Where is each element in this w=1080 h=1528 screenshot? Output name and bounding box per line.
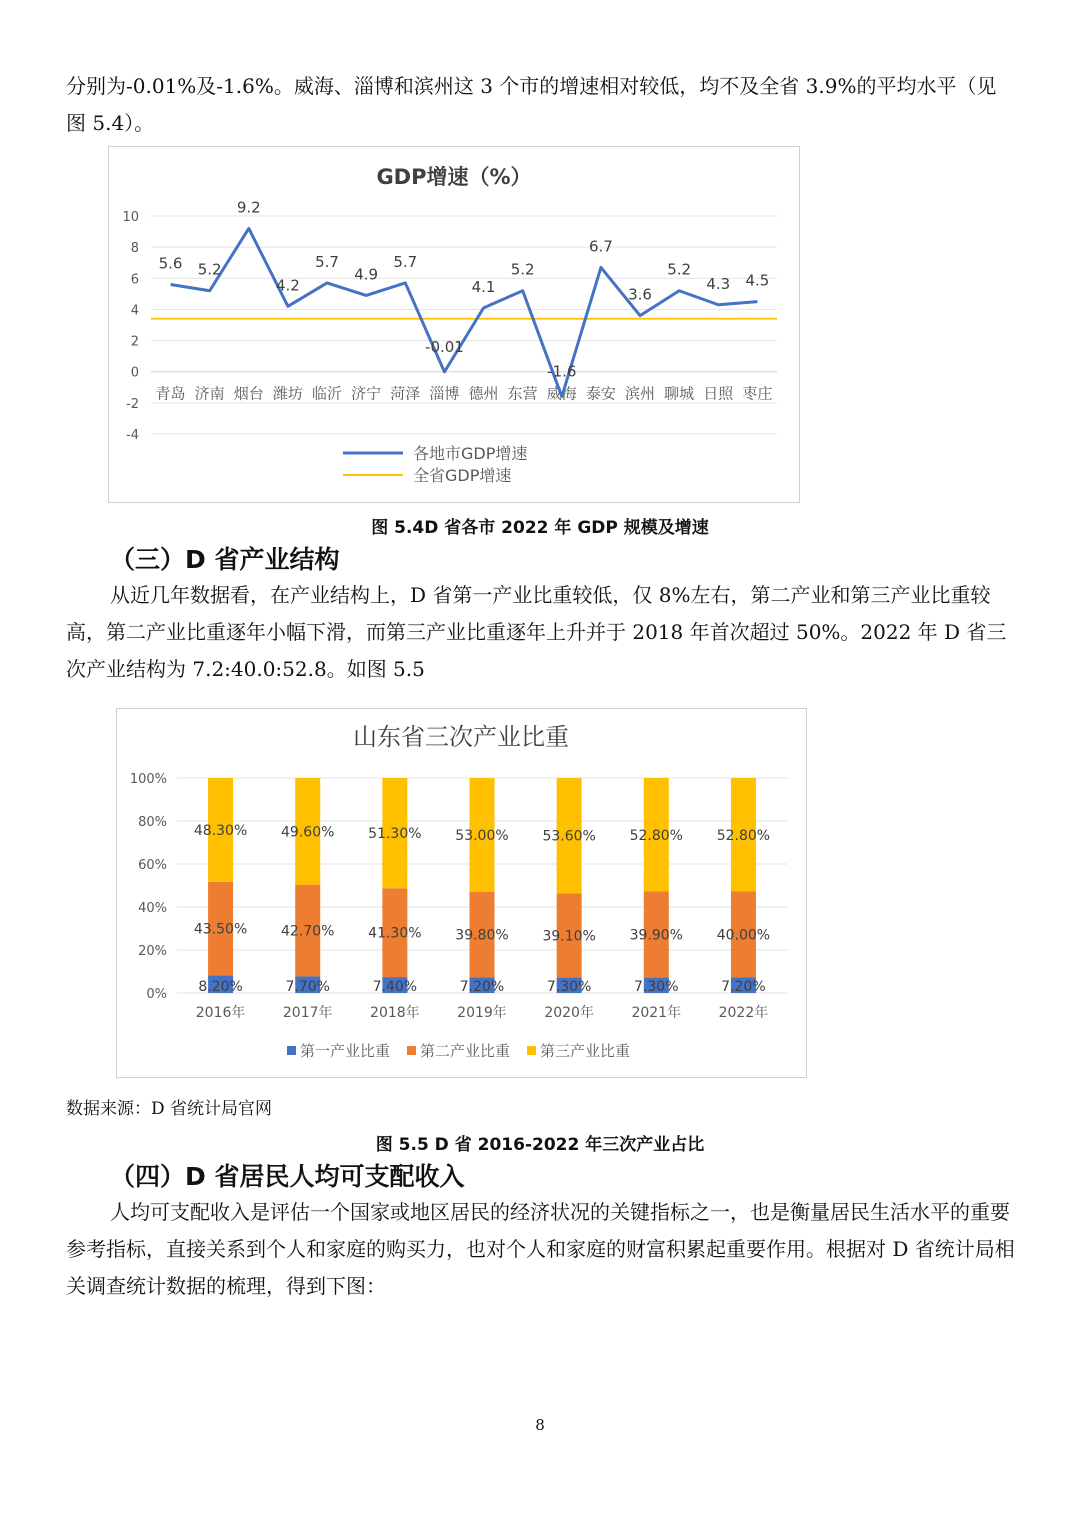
x-tick-label: 聊城 [664, 384, 695, 403]
legend-label: 第二产业比重 [420, 1042, 511, 1060]
x-tick-label: 2021年 [631, 1005, 682, 1021]
legend-label: 各地市GDP增速 [413, 444, 528, 463]
data-label: 8.20% [198, 979, 243, 995]
data-label: 5.2 [510, 260, 535, 279]
x-tick-label: 德州 [468, 384, 499, 403]
data-label: 5.2 [197, 260, 222, 279]
x-tick-label: 济宁 [351, 384, 382, 403]
x-tick-label: 2019年 [457, 1005, 507, 1021]
data-label: 52.80% [716, 827, 771, 844]
y-tick-label: 100% [129, 772, 167, 787]
y-tick-label: 40% [138, 901, 167, 916]
figure-caption-5-4: 图 5.4D 省各市 2022 年 GDP 规模及增速 [371, 518, 709, 538]
section-heading-3: （三）D 省产业结构 [110, 545, 340, 574]
data-label: 41.30% [368, 925, 422, 942]
x-tick-label: 2020年 [544, 1005, 594, 1021]
x-tick-label: 2016年 [195, 1005, 246, 1021]
data-label: 7.30% [634, 979, 679, 995]
gdp-growth-line-chart [109, 147, 799, 502]
y-tick-label: 2 [130, 334, 139, 350]
data-label: 9.2 [236, 198, 261, 217]
y-tick-label: 80% [138, 815, 167, 830]
data-label: 5.7 [393, 252, 418, 271]
x-tick-label: 日照 [703, 384, 734, 403]
legend-swatch [287, 1046, 296, 1055]
gdp-growth-chart-frame [108, 146, 800, 503]
data-label: 39.10% [542, 928, 596, 945]
chart-title: GDP增速（%） [376, 165, 532, 189]
data-label: 6.7 [589, 237, 613, 256]
data-source-note: 数据来源：D 省统计局官网 [66, 1099, 273, 1119]
x-tick-label: 枣庄 [742, 384, 773, 403]
page-number: 8 [535, 1416, 545, 1434]
x-tick-label: 临沂 [312, 384, 343, 403]
legend-label: 第一产业比重 [300, 1042, 391, 1060]
industry-structure-chart-frame [116, 708, 807, 1078]
data-label: 4.2 [276, 276, 300, 295]
data-label: 53.00% [455, 827, 509, 844]
x-tick-label: 2018年 [370, 1005, 420, 1021]
data-label: 5.2 [667, 260, 692, 279]
data-label: 42.70% [281, 923, 335, 940]
y-tick-label: 10 [122, 210, 139, 225]
x-tick-label: 威海 [546, 384, 577, 403]
figure-caption-5-5: 图 5.5 D 省 2016-2022 年三次产业占比 [375, 1135, 705, 1155]
data-label: 39.80% [455, 927, 509, 944]
y-tick-label: 8 [130, 241, 139, 257]
data-label: 48.30% [193, 822, 248, 839]
x-tick-label: 淄博 [429, 384, 460, 403]
data-label: 51.30% [368, 826, 422, 843]
x-tick-label: 烟台 [233, 384, 264, 403]
y-tick-label: 0% [146, 987, 167, 1002]
data-label: 43.50% [193, 921, 248, 938]
data-label: -1.6 [547, 362, 577, 381]
data-label: 49.60% [281, 824, 335, 841]
y-tick-label: -4 [126, 428, 139, 443]
data-label: 7.40% [372, 979, 418, 995]
y-tick-label: 0 [130, 365, 139, 381]
data-label: 7.70% [285, 979, 330, 995]
legend-label: 第三产业比重 [540, 1042, 631, 1060]
x-tick-label: 东营 [507, 384, 538, 403]
legend-label: 全省GDP增速 [413, 466, 512, 485]
legend-swatch [407, 1046, 416, 1055]
y-tick-label: 20% [138, 944, 167, 959]
data-label: 4.3 [706, 274, 731, 293]
section-heading-4: （四）D 省居民人均可支配收入 [110, 1162, 465, 1191]
data-label: 3.6 [628, 285, 652, 304]
data-label: -0.01 [425, 337, 464, 356]
y-tick-label: 60% [138, 858, 167, 873]
data-label: 4.5 [745, 271, 770, 290]
x-tick-label: 菏泽 [390, 384, 421, 403]
data-label: 4.9 [354, 265, 379, 284]
data-label: 7.20% [459, 979, 505, 995]
industry-structure-stacked-bar-chart [117, 709, 806, 1077]
y-tick-label: -2 [126, 396, 139, 412]
x-tick-label: 青岛 [155, 384, 186, 403]
x-tick-label: 潍坊 [272, 384, 303, 403]
data-label: 7.30% [546, 979, 592, 995]
paragraph-disposable-income: 人均可支配收入是评估一个国家或地区居民的经济状况的关键指标之一，也是衡量居民生活水平的重要参考指标，直接关系到个人和家庭的购买力，也对个人和家庭的财富积累起重要作用。根据对 D 省统计局相关调查统计数据的梳理，得到下图： [66, 1200, 1015, 1298]
data-label: 4.1 [471, 277, 496, 296]
y-tick-label: 4 [130, 303, 139, 319]
chart-title: 山东省三次产业比重 [353, 723, 569, 751]
data-label: 39.90% [629, 927, 683, 944]
y-tick-label: 6 [130, 272, 139, 288]
data-label: 5.7 [315, 252, 339, 271]
x-tick-label: 泰安 [585, 384, 616, 403]
legend-swatch [527, 1046, 536, 1055]
data-label: 52.80% [629, 827, 683, 844]
data-label: 53.60% [542, 828, 596, 845]
paragraph-industry-structure: 从近几年数据看，在产业结构上，D 省第一产业比重较低，仅 8%左右，第二产业和第三产业比重较高，第二产业比重逐年小幅下滑，而第三产业比重逐年上升并于 2018 年首次超过 50%。2022 年 D 省三次产业结构为 7.2:40.0:52.8。如图 5.5 [66, 583, 1007, 681]
x-tick-label: 济南 [194, 384, 225, 403]
x-tick-label: 滨州 [625, 384, 656, 403]
data-label: 7.20% [721, 979, 766, 995]
x-tick-label: 2017年 [282, 1005, 333, 1021]
data-label: 40.00% [716, 927, 771, 944]
data-label: 5.6 [158, 254, 183, 273]
x-tick-label: 2022年 [718, 1005, 769, 1021]
intro-paragraph: 分别为-0.01%及-1.6%。威海、淄博和滨州这 3 个市的增速相对较低，均不及全省 3.9%的平均水平（见图 5.4）。 [66, 74, 997, 135]
